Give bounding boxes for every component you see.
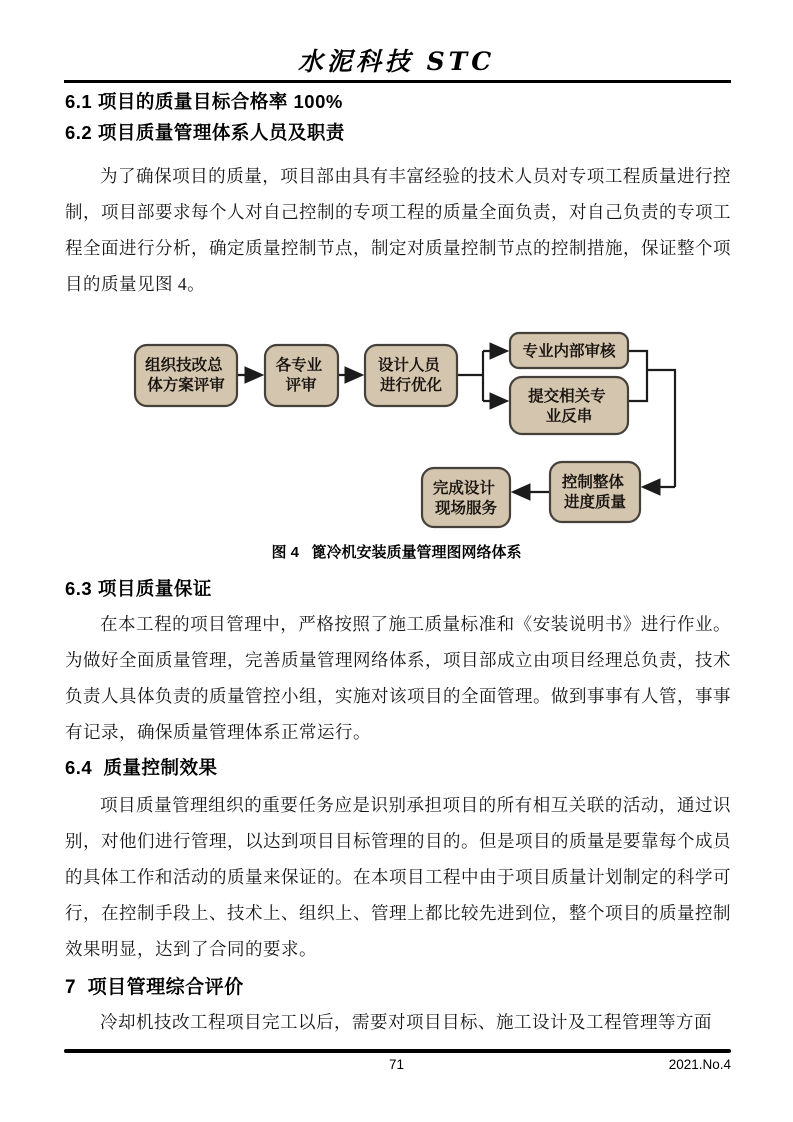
node-box xyxy=(265,345,338,406)
flowchart-node-plan-review xyxy=(135,345,237,406)
node-label: 组织技改总 体方案评审 xyxy=(145,357,225,394)
node-label: 控制整体 进度质量 xyxy=(561,474,627,511)
flowchart-node-complete-service xyxy=(422,468,510,527)
flowchart-node-submit-crosscheck xyxy=(510,377,628,434)
paragraph-6-2: 为了确保项目的质量，项目部由具有丰富经验的技术人员对专项工程质量进行控制，项目部要求每个人对自己控制的专项工程的质量全面负责，对自己负责的专项工程全面进行分析，确定质量控制节点，制定对质量控制节点的控制措施，保证整个项目的质量见图 4。 xyxy=(65,166,731,294)
flowchart-canvas xyxy=(118,326,694,536)
node-box xyxy=(422,468,510,527)
node-label: 专业内部审核 xyxy=(522,343,616,360)
flowchart-node-design-optimize xyxy=(365,345,457,406)
paragraph-6-4: 项目质量管理组织的重要任务应是识别承担项目的所有相互关联的活动，通过识别，对他们进行管理，以达到项目目标管理的目的。但是项目的质量是要靠每个成员的具体工作和活动的质量来保证的。在本项目工程中由于项目质量计划制定的科学可行，在控制手段上、技术上、组织上、管理上都比较先进到位，整个项目的质量控制效果明显，达到了合同的要求。 xyxy=(65,795,731,959)
footer-rule xyxy=(64,1049,731,1053)
journal-title: 水泥科技 STC xyxy=(297,47,496,76)
node-label: 提交相关专 业反串 xyxy=(528,388,606,425)
section-heading-6-3: 6.3 项目质量保证 xyxy=(65,578,212,599)
section-heading-6-2: 6.2 项目质量管理体系人员及职责 xyxy=(65,122,345,143)
flowchart-node-discipline-review xyxy=(265,345,338,406)
node-label: 设计人员 进行优化 xyxy=(377,357,443,394)
node-label: 完成设计 现场服务 xyxy=(432,480,498,517)
paragraph-6-3: 在本工程的项目管理中，严格按照了施工质量标准和《安装说明书》进行作业。为做好全面质量管理，完善质量管理网络体系，项目部成立由项目经理总负责，技术负责人具体负责的质量管控小组，实施对该项目的全面管理。做到事事有人管，事事有记录，确保质量管理体系正常运行。 xyxy=(65,614,731,742)
issue-label: 2021.No.4 xyxy=(668,1057,731,1072)
node-box xyxy=(365,345,457,406)
node-box xyxy=(550,462,640,522)
section-heading-6-4: 6.4 质量控制效果 xyxy=(65,757,218,778)
section-heading-6-1: 6.1 项目的质量目标合格率 100% xyxy=(65,91,343,112)
node-box xyxy=(135,345,237,406)
figure-caption: 图 4 篦冷机安装质量管理图网络体系 xyxy=(271,544,522,561)
paragraph-7: 冷却机技改工程项目完工以后，需要对项目目标、施工设计及工程管理等方面 xyxy=(100,1012,712,1032)
header-rule xyxy=(64,80,731,83)
node-box xyxy=(510,377,628,434)
flowchart-node-internal-audit xyxy=(510,333,628,368)
section-heading-7: 7 项目管理综合评价 xyxy=(65,977,244,998)
page-number: 71 xyxy=(388,1057,405,1072)
edge-design-split xyxy=(457,351,483,401)
quality-flowchart-figure xyxy=(118,326,694,536)
flowchart-node-control-progress xyxy=(550,462,640,522)
node-label: 各专业 评审 xyxy=(275,357,323,394)
